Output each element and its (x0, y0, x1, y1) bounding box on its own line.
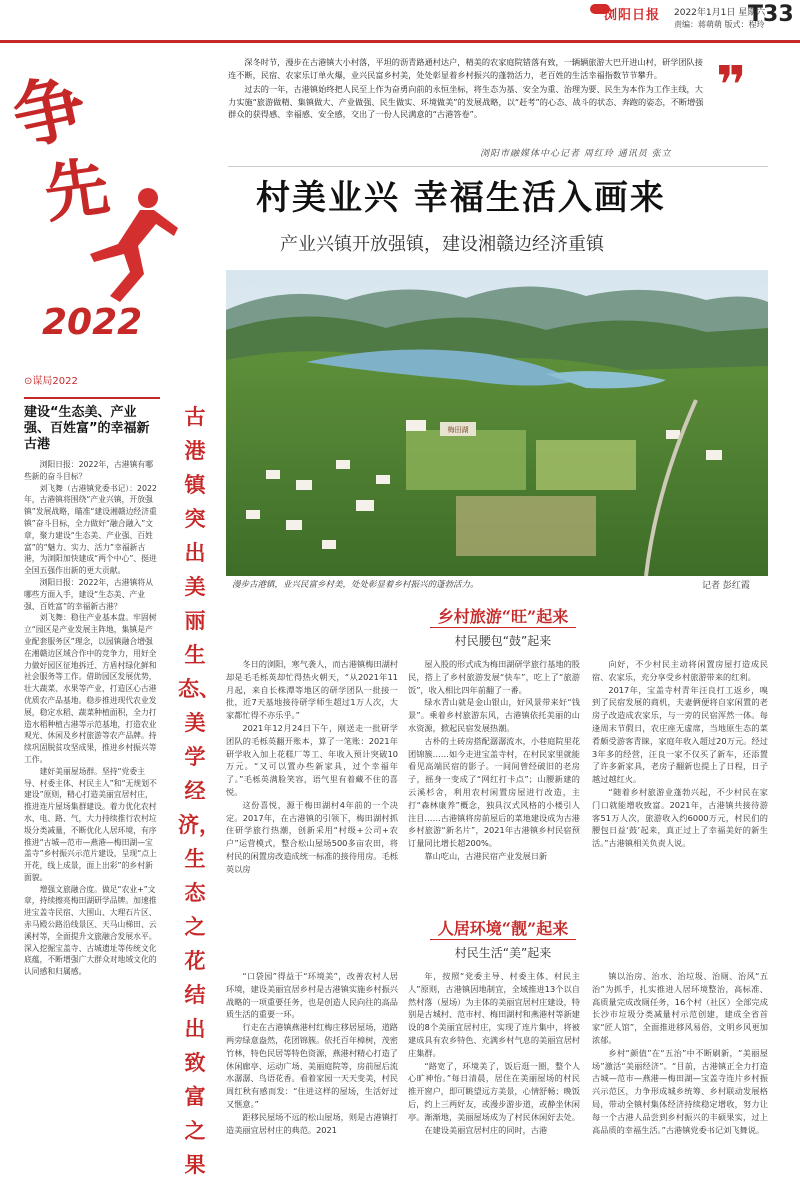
article-paragraph: 在建设美丽宜居村庄的同时，古港 (424, 1124, 548, 1135)
vertical-slogan: 古港镇突出美丽生态、美学经济，生态之花结出致富之果 (178, 404, 220, 1177)
sidebar-paragraph: 增强文旅融合度。做足“农业+”文章，持续擦亮梅田湖研学品牌。加速推进宝盖寺民宿、大围山、大理石片区、赤马殿公路沿线景区、天马山梯田、云溪村等，全面提升文旅融合发展水平。深入挖掘宝盖寺、古城遗址等传统文化底蕴，不断增强广大群众对地域文化的认同感和归属感。 (24, 884, 157, 977)
sidebar-paragraph: 建好美丽屋场群。坚持“党委主导、村委主体、村民主人”和“无规划不建设”原则，精心打造美丽宜居村庄，推进连片屋场集群建设。着力优化农村水、电、路、气，大力持续推行农村垃圾分类减量，不断优化人居环境，有序推进“古城—范市—燕港—梅田湖—宝盖寺”乡村振兴示范片建设，呈现“点上开花，线上成景，面上出彩”的乡村新面貌。 (24, 766, 157, 882)
page-header (0, 0, 800, 44)
section-tourism-header (398, 604, 608, 649)
article-column-5 (408, 970, 580, 1136)
sidebar-heading: 建设“生态美、产业强、百姓富”的幸福新古港 (24, 397, 160, 453)
village-sign-text: 梅田湖 (447, 426, 469, 434)
editor-credit: 责编：蒋萌萌 版式：程玲 (674, 20, 765, 29)
lead-paragraph-1: 深冬时节，漫步在古港镇大小村落，平坦的沥青路通村达户，精美的农家庭院错落有致，一辆辆旅游大巴开进山村，研学团队接连不断，民宿、农家乐订单火爆，业兴民富乡村美，处处彰显着乡村振兴的蓬勃活力，老百姓的生活幸福指数节节攀升。 (228, 57, 703, 80)
headline: 村美业兴 幸福生活入画来 (256, 178, 666, 218)
sidebar-body (24, 459, 160, 978)
article-paragraph: “随着乡村旅游业蓬勃兴起，不少村民在家门口就能增收致富。2021年，古港镇共接待游客51万人次，旅游收入约6000万元，村民们的腰包日益‘鼓’起来，真正过上了幸福美好的新生活。”古港镇相关负责人说。 (592, 786, 768, 849)
article-paragraph: 这份喜悦，源于梅田湖村4年前的一个决定。2017年，在古港镇的引领下，梅田湖村抓住研学旅行热潮，创新采用“村级+公司+农户”运营模式，整合松山屋场500多亩农田，将村民的闲置房改造成统一标准的接待用房。毛栎英以房 (226, 799, 398, 874)
column-banner (0, 44, 180, 384)
article-paragraph: 2017年，宝盖寺村青年汪良打工返乡，嗅到了民宿发展的商机，夫妻俩便将自家闲置的老房子改造成农家乐，与一旁的民宿浑然一体。每逢周末节假日，农庄座无虚席，当地原生态的菜肴颇受游客青睐，家庭年收入超过20万元。经过3年多的经营，汪良一家不仅买了新车，还添置了许多新家具，老房子翻新也提上了日程，日子越过越红火。 (592, 684, 768, 785)
lead-paragraphs (228, 56, 704, 123)
article-paragraph: 镇以治房、治水、治垃圾、治厕、治风“五治”为抓手，扎实推进人居环境整治，高标准、高质量完成改厕任务，16个村（社区）全部完成长沙市垃圾分类减量村示范创建，建成全省首家“匠人馆”，全面推进移风易俗，文明乡风更加浓郁。 (592, 971, 768, 1045)
header-rule (0, 40, 800, 43)
article-paragraph: 绿水青山就是金山银山，好风景带来好“钱景”。乘着乡村旅游东风，古港镇依托美丽的山水资源，掀起民宿发展热潮。 (408, 697, 580, 733)
article-paragraph: 行走在古港镇燕港村红梅庄移居屋场，道路两旁绿意盎然，花团锦簇。依托百年樟树，茂密竹林，特色民居等特色资源，燕港村精心打造了休闲廊亭、运动广场、美丽庭院等，房前屋后流水潺潺、鸟语花香。看着家园一天天变美，村民周红秋有感而发：“住进这样的屋场，生活好过又惬意。” (226, 1022, 398, 1109)
newspaper-logo: 浏阳日报 (604, 8, 661, 23)
runner-icon (70, 184, 180, 304)
article-paragraph: 古朴的土砖房搭配潺潺流水，小巷庭院里花团锦簇……如今走进宝盖寺村，在村民家里就能看见高端民宿的影子。一间间曾经破旧的老房子，摇身一变成了“网红打卡点”；山腰新建的云溪杉舍，利用农村闲置房屋进行改造，主打“森林康养”概念，独具汉式风格的小楼引人注目……古港镇将房前屋后的菜地建设成为古港乡村旅游“新名片”，2021年古港镇乡村民宿预订量同比增长超200%。 (408, 735, 580, 849)
byline: 浏阳市融媒体中心记者 周红玲 通讯员 张立 (480, 149, 672, 159)
photo-caption: 漫步古港镇，业兴民富乡村美，处处彰显着乡村振兴的蓬勃活力。 (232, 580, 479, 590)
article-paragraph: 冬日的浏阳，寒气袭人，而古港镇梅田湖村却是毛毛栎英却忙得热火朝天，“从2021年11月起，来自长株潭等地区的研学团队一批接一批，近7天基地接待研学师生超过1万人次，大家都忙得不亦乐乎。” (226, 659, 398, 721)
banner-year: 2022 (42, 302, 143, 343)
article-paragraph: 年，按照“党委主导、村委主体、村民主人”原则，古港镇因地制宜，全域推进13个以自然村落（屋场）为主体的美丽宜居村庄建设，特别是古城村、范市村、梅田湖村和燕港村等新建设的8个美丽宜居村庄，实现了连片集中，将被建成具有农乡特色、充满乡村气息的美丽宜居村庄集群。 (408, 971, 580, 1058)
article-column-1 (226, 658, 398, 876)
article-paragraph: “路宽了，环境美了，饭后逛一圈，整个人心旷神怡。”每日清晨，居住在美丽屋场的村民推开窗户，即可眺望远方美景，心情舒畅；晚饭后，约上三两好友，或漫步游步道，或静坐休闲亭。渐渐地，美丽屋场成为了村民休闲好去处。 (408, 1060, 580, 1122)
sidebar-paragraph: 刘飞舞：稳住产业基本盘。牢固树立“园区是产业发展主阵地，集镇是产业配套服务区”理念，以园镇融合增强在湘赣边区域合作中的竞争力，用好全力做好园区征地拆迁、方盾村绿化鲜和社会服务等工作。借助园区发展优势，壮大蔬菜、水果等产业，打造区心古港优质农产品基地。稳步推进现代农业发展，稳定水稻、蔬菜种植面积，全力打造水稻种植古港等示范基地，打造农业观光、休闲及乡村旅游等农产品牌。持续巩固脱贫攻坚成果，推进乡村振兴等工作。 (24, 613, 157, 764)
section-subheading: 村民生活“美”起来 (454, 946, 552, 960)
section-subheading: 村民腰包“鼓”起来 (454, 634, 552, 648)
photo-credit: 记者 彭红霞 (702, 581, 750, 591)
issue-date: 2022年1月1日 星期六 (674, 8, 766, 18)
sidebar-badge: ⊙谋局2022 (24, 376, 78, 387)
article-column-3 (592, 658, 768, 850)
article-column-4 (226, 970, 398, 1136)
quote-mark-icon: ❞ (716, 56, 747, 116)
section-heading: 人居环境“靓”起来 (430, 916, 576, 940)
article-column-6 (592, 970, 768, 1136)
banner-char-zheng: 争 (5, 62, 94, 161)
page-number: T33 (748, 2, 794, 27)
section-environment-header (398, 916, 608, 961)
article-paragraph: 向好，不少村民主动将闲置房屋打造成民宿、农家乐，充分享受乡村旅游带来的红利。 (592, 659, 768, 682)
banner-char-xian: 先 (39, 148, 114, 233)
landscape-photo (226, 270, 768, 576)
sidebar-paragraph: 浏阳日报：2022年，古港镇将从哪些方面入手，建设“生态美、产业强、百姓富”的幸福新古港？ (24, 577, 153, 611)
interview-sidebar (24, 372, 160, 978)
article-paragraph: 屋入股的形式成为梅田湖研学旅行基地的股民，搭上了乡村旅游发展“快车”，吃上了“旅游饭”，收入相比四年前翻了一番。 (408, 659, 580, 695)
article-paragraph: 2021年12月24日下午，刚送走一批研学团队的毛栎英翻开账本，算了一笔账：2021年研学收入加上花糕厂等工、年收入预计突破10万元。“又可以置办些新家具，过个幸福年了。”毛栎英满脸笑容，语气里有着藏不住的喜悦。 (226, 722, 398, 797)
subheadline: 产业兴镇开放强镇，建设湘赣边经济重镇 (280, 234, 604, 255)
article-paragraph: 距移民屋场不远的松山屋场，则是古港镇打造美丽宜居村庄的典范。2021 (226, 1111, 398, 1135)
article-paragraph: 靠山吃山，古港民宿产业发展日新 (424, 850, 548, 861)
article-paragraph: 乡村“颜值”在“五治”中不断刷新，“美丽屋场”激活“美丽经济”。“目前，古港镇正全力打造古城—范市—燕港—梅田湖—宝盖寺连片乡村振兴示范区，力争形成城乡统筹、乡村联动发展格局，带动全镇村集体经济持续稳定增收，努力让每一个古港人品尝到乡村振兴的丰硕果实，过上高品质的幸福生活。”古港镇党委书记刘飞舞说。 (592, 1047, 768, 1135)
section-heading: 乡村旅游“旺”起来 (430, 604, 576, 628)
article-column-2 (408, 658, 580, 863)
divider (228, 166, 768, 167)
sidebar-paragraph: 浏阳日报：2022年，古港镇有哪些新的奋斗目标？ (24, 460, 153, 481)
article-paragraph: “口袋园”得益于“环境美”，改善农村人居环境，建设美丽宜居乡村是古港镇实施乡村振兴战略的一项重要任务，也是创造人民向往的高品质生活的重要一环。 (226, 971, 398, 1020)
sidebar-paragraph: 刘飞舞（古港镇党委书记）：2022年，古港镇将围绕“产业兴镇，开放强镇”发展战略，瞄准“建设湘赣边经济重镇”奋斗目标，全力做好“融合融入”文章，聚力建设“生态美、产业强、百姓富”的“魅力、实力、活力”幸福新古港，为浏阳加快建成“两个中心”、挺进全国五强作出新的更大贡献。 (24, 483, 157, 576)
lead-paragraph-2: 过去的一年，古港镇始终把人民至上作为奋勇向前的永恒坐标，将生态为基、安全为重、治理为要、民生为本作为工作主线，大力实施“旅游做精、集镇做大、产业做强、民生做实、环境做美”的发展战略，以“赶考”的心态、战斗的状态、奔跑的姿态，不断增强群众的获得感、幸福感、安全感，交出了一份人民满意的“古港答卷”。 (228, 84, 704, 120)
